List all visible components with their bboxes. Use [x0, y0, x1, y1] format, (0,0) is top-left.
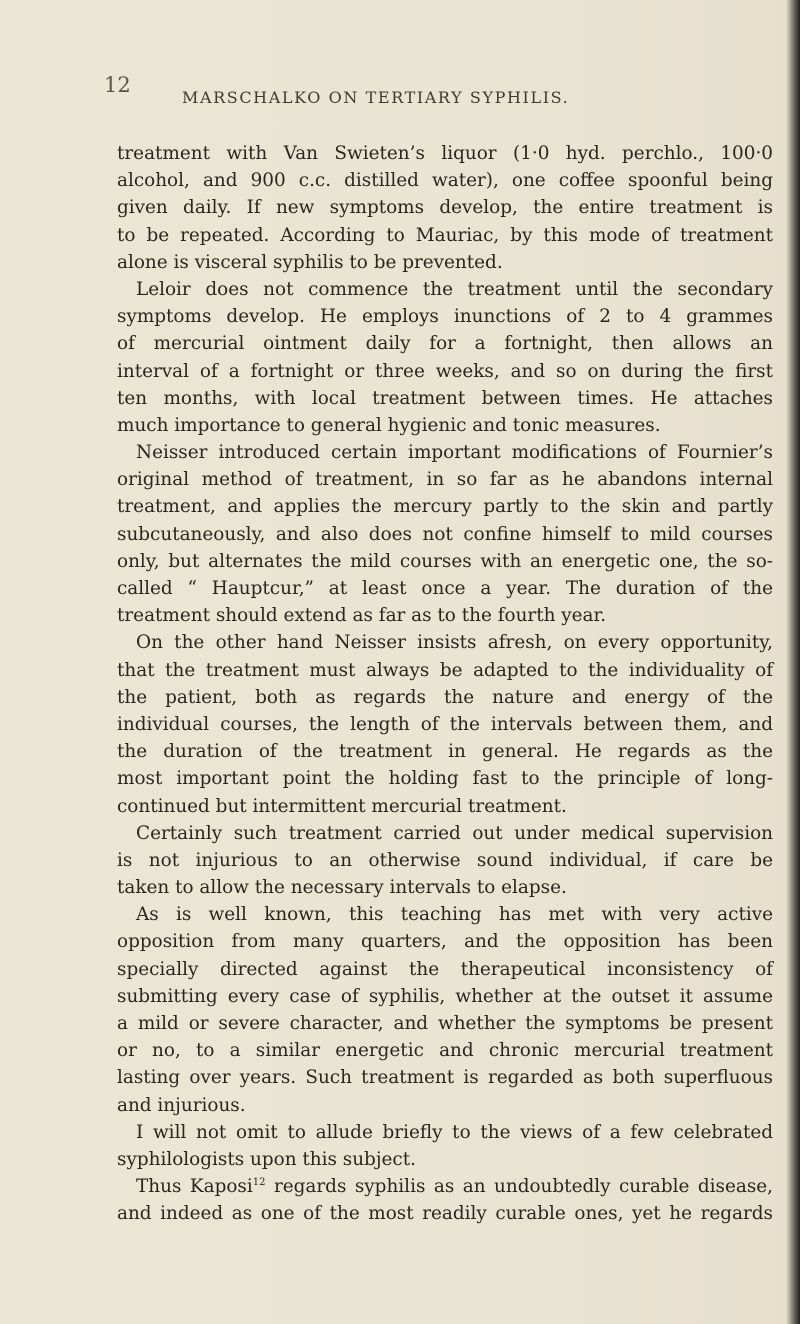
text-line: symptoms develop. He employs inunctions of 2 to 4 grammes [117, 306, 773, 328]
text-line: syphilologists upon this subject. [117, 1148, 416, 1170]
text-line-kaposi [117, 1173, 773, 1200]
page-edge-shadow [786, 0, 800, 1324]
text-line: the duration of the treatment in general. He regards as the [117, 741, 773, 763]
text-line: continued but intermittent mercurial treatment. [117, 795, 567, 817]
text-line: opposition from many quarters, and the opposition has been [117, 931, 773, 953]
text-line: treatment with Van Swieten’s liquor (1·0 hyd. perchlo., 100·0 [117, 143, 773, 164]
running-head: MARSCHALKO ON TERTIARY SYPHILIS. [182, 88, 570, 107]
body-text [117, 140, 773, 1228]
text-line: On the other hand Neisser insists afresh, on every opportunity, [136, 632, 773, 654]
text-line: interval of a fortnight or three weeks, and so on during the first [117, 360, 773, 382]
text-line: called “ Hauptcur,” at least once a year. The duration of the [117, 578, 773, 599]
text-line: a mild or severe character, and whether the symptoms be present [117, 1013, 773, 1034]
text-line: given daily. If new symptoms develop, the entire treatment is [117, 197, 773, 219]
text-line: to be repeated. According to Mauriac, by this mode of treatment [117, 224, 773, 246]
text-line: most important point the holding fast to the principle of long- [117, 768, 773, 790]
text-line: treatment should extend as far as to the fourth year. [117, 605, 607, 627]
text-line: much importance to general hygienic and tonic measures. [117, 414, 661, 436]
kaposi-lead: Thus Kaposi [136, 1176, 253, 1198]
text-line: individual courses, the length of the intervals between them, and [117, 713, 773, 735]
text-line: taken to allow the necessary intervals to elapse. [117, 877, 567, 899]
kaposi-rest: regards syphilis as an undoubtedly curable disease, [273, 1176, 773, 1198]
text-line: submitting every case of syphilis, whether at the outset it assume [117, 985, 773, 1007]
text-line: original method of treatment, in so far as he abandons internal [117, 469, 773, 491]
text-line: that the treatment must always be adapted to the individuality of [117, 659, 773, 681]
text-line: Neisser introduced certain important modifications of Fournier’s [136, 442, 773, 464]
text-line: the patient, both as regards the nature and energy of the [117, 686, 773, 708]
text-line: and injurious. [117, 1094, 246, 1116]
text-line: ten months, with local treatment between times. He attaches [117, 387, 773, 409]
text-line: subcutaneously, and also does not confine himself to mild courses [117, 523, 773, 545]
text-line: I will not omit to allude briefly to the views of a few celebrated [136, 1121, 773, 1143]
text-line: Leloir does not commence the treatment until the secondary [136, 278, 773, 300]
text-line: lasting over years. Such treatment is regarded as both superfluous [117, 1067, 773, 1089]
page-number: 12 [104, 73, 131, 97]
text-line: is not injurious to an otherwise sound individual, if care be [117, 849, 773, 871]
text-line: or no, to a similar energetic and chronic mercurial treatment [117, 1040, 773, 1062]
text-line: only, but alternates the mild courses with an energetic one, the so- [117, 550, 773, 572]
text-line: alone is visceral syphilis to be prevented. [117, 251, 503, 273]
text-line: As is well known, this teaching has met with very active [136, 904, 773, 926]
text-line: of mercurial ointment daily for a fortnight, then allows an [117, 333, 773, 355]
text-line: specially directed against the therapeutical inconsistency of [117, 958, 773, 980]
text-line: and indeed as one of the most readily curable ones, yet he regards [117, 1203, 773, 1225]
text-line: treatment, and applies the mercury partly to the skin and partly [117, 496, 773, 518]
text-line: alcohol, and 900 c.c. distilled water), one coffee spoonful being [117, 170, 773, 192]
footnote-ref: 12 [252, 1177, 266, 1189]
text-line: Certainly such treatment carried out under medical supervision [136, 822, 773, 844]
